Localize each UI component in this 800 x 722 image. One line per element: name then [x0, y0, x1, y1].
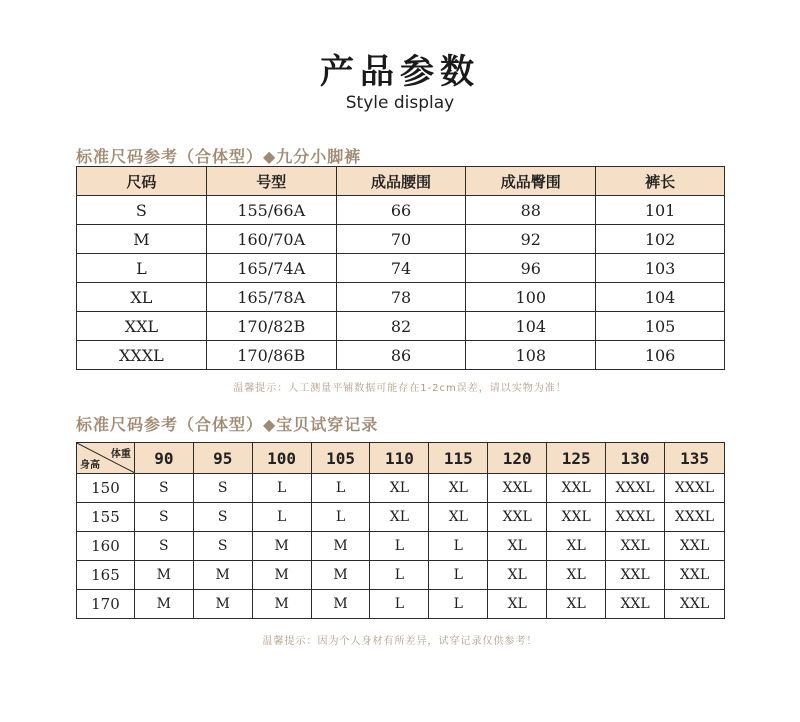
table-cell: XXL — [77, 312, 207, 341]
table-row — [77, 503, 725, 532]
fit-section-heading: 标准尺码参考（合体型）◆宝贝试穿记录 — [76, 415, 379, 434]
fit-record-table — [76, 442, 725, 619]
table-cell: 66 — [336, 196, 466, 225]
table-cell: M — [193, 590, 252, 619]
table-cell: XL — [547, 561, 606, 590]
table-cell: 170/82B — [206, 312, 336, 341]
table-cell: 78 — [336, 283, 466, 312]
weight-column-header: 125 — [547, 443, 606, 474]
weight-column-header: 115 — [429, 443, 488, 474]
table-cell: L — [370, 532, 429, 561]
table-cell: XL — [488, 590, 547, 619]
height-axis-label: 身高 — [80, 460, 100, 471]
size-section-heading: 标准尺码参考（合体型）◆九分小脚裤 — [76, 147, 362, 166]
page-title: 产品参数 — [320, 52, 480, 92]
table-row — [77, 196, 725, 225]
table-cell: L — [252, 503, 311, 532]
table-cell: XXXL — [606, 474, 665, 503]
table-cell: L — [429, 590, 488, 619]
weight-column-header: 130 — [606, 443, 665, 474]
height-row-header: 160 — [77, 532, 135, 561]
table-cell: XL — [429, 503, 488, 532]
table-row — [77, 254, 725, 283]
table-cell: S — [193, 503, 252, 532]
size-column-header: 尺码 — [77, 167, 207, 196]
table-cell: 155/66A — [206, 196, 336, 225]
height-row-header: 170 — [77, 590, 135, 619]
size-column-header: 号型 — [206, 167, 336, 196]
table-row — [77, 341, 725, 370]
fit-table-body — [77, 474, 725, 619]
table-cell: 86 — [336, 341, 466, 370]
table-cell: 165/78A — [206, 283, 336, 312]
table-cell: 102 — [596, 225, 725, 254]
weight-column-header: 110 — [370, 443, 429, 474]
weight-column-header: 120 — [488, 443, 547, 474]
table-cell: XXXL — [606, 503, 665, 532]
table-cell: 160/70A — [206, 225, 336, 254]
table-cell: M — [311, 532, 370, 561]
table-cell: XXL — [488, 474, 547, 503]
table-cell: 101 — [596, 196, 725, 225]
table-cell: XXXL — [77, 341, 207, 370]
table-row — [77, 590, 725, 619]
table-cell: S — [134, 474, 193, 503]
table-cell: S — [134, 503, 193, 532]
table-cell: XXL — [665, 590, 725, 619]
table-cell: S — [134, 532, 193, 561]
table-cell: M — [134, 590, 193, 619]
table-cell: 104 — [466, 312, 596, 341]
table-cell: XL — [488, 561, 547, 590]
table-cell: M — [193, 561, 252, 590]
table-cell: S — [193, 474, 252, 503]
table-cell: L — [429, 532, 488, 561]
size-column-header: 裤长 — [596, 167, 725, 196]
table-cell: XXXL — [665, 503, 725, 532]
table-cell: S — [193, 532, 252, 561]
height-row-header: 150 — [77, 474, 135, 503]
table-cell: L — [77, 254, 207, 283]
table-cell: 70 — [336, 225, 466, 254]
table-cell: L — [311, 474, 370, 503]
table-cell: M — [134, 561, 193, 590]
table-cell: 88 — [466, 196, 596, 225]
table-cell: XXL — [488, 503, 547, 532]
table-row — [77, 474, 725, 503]
table-cell: XXL — [547, 474, 606, 503]
size-table-body — [77, 196, 725, 370]
table-cell: 104 — [596, 283, 725, 312]
table-cell: XL — [77, 283, 207, 312]
table-cell: 82 — [336, 312, 466, 341]
table-cell: XXL — [606, 561, 665, 590]
table-cell: XXXL — [665, 474, 725, 503]
weight-column-header: 90 — [134, 443, 193, 474]
weight-column-header: 105 — [311, 443, 370, 474]
weight-axis-label: 体重 — [110, 449, 131, 460]
table-cell: XL — [370, 503, 429, 532]
table-cell: 105 — [596, 312, 725, 341]
size-column-header: 成品腰围 — [336, 167, 466, 196]
table-cell: XXL — [606, 590, 665, 619]
fit-note: 温馨提示：因为个人身材有所差异，试穿记录仅供参考！ — [262, 636, 538, 647]
table-cell: XL — [429, 474, 488, 503]
table-cell: M — [311, 561, 370, 590]
table-cell: 74 — [336, 254, 466, 283]
table-cell: L — [370, 561, 429, 590]
table-cell: M — [252, 590, 311, 619]
table-cell: 96 — [466, 254, 596, 283]
table-row — [77, 312, 725, 341]
table-cell: XXL — [665, 561, 725, 590]
size-table-header-row — [77, 167, 725, 196]
size-table — [76, 166, 725, 370]
table-cell: 108 — [466, 341, 596, 370]
table-cell: XL — [370, 474, 429, 503]
table-cell: XXL — [606, 532, 665, 561]
table-cell: M — [77, 225, 207, 254]
table-row — [77, 225, 725, 254]
weight-column-header: 95 — [193, 443, 252, 474]
table-cell: XL — [488, 532, 547, 561]
table-cell: S — [77, 196, 207, 225]
size-note: 温馨提示：人工测量平铺数据可能存在1-2cm误差，请以实物为准！ — [233, 383, 567, 394]
table-cell: 92 — [466, 225, 596, 254]
corner-header-cell — [77, 443, 135, 474]
table-cell: M — [252, 532, 311, 561]
table-row — [77, 561, 725, 590]
table-cell: 103 — [596, 254, 725, 283]
page-subtitle: Style display — [345, 93, 455, 113]
table-cell: L — [370, 590, 429, 619]
height-row-header: 155 — [77, 503, 135, 532]
table-cell: 106 — [596, 341, 725, 370]
table-cell: 165/74A — [206, 254, 336, 283]
table-cell: L — [252, 474, 311, 503]
height-row-header: 165 — [77, 561, 135, 590]
weight-column-header: 100 — [252, 443, 311, 474]
table-cell: XL — [547, 532, 606, 561]
fit-table-header-row — [77, 443, 725, 474]
weight-column-header: 135 — [665, 443, 725, 474]
table-cell: XXL — [665, 532, 725, 561]
table-cell: 170/86B — [206, 341, 336, 370]
table-cell: M — [311, 590, 370, 619]
table-cell: L — [429, 561, 488, 590]
table-row — [77, 532, 725, 561]
table-cell: M — [252, 561, 311, 590]
table-row — [77, 283, 725, 312]
table-cell: L — [311, 503, 370, 532]
table-cell: 100 — [466, 283, 596, 312]
size-column-header: 成品臀围 — [466, 167, 596, 196]
table-cell: XL — [547, 590, 606, 619]
table-cell: XXL — [547, 503, 606, 532]
